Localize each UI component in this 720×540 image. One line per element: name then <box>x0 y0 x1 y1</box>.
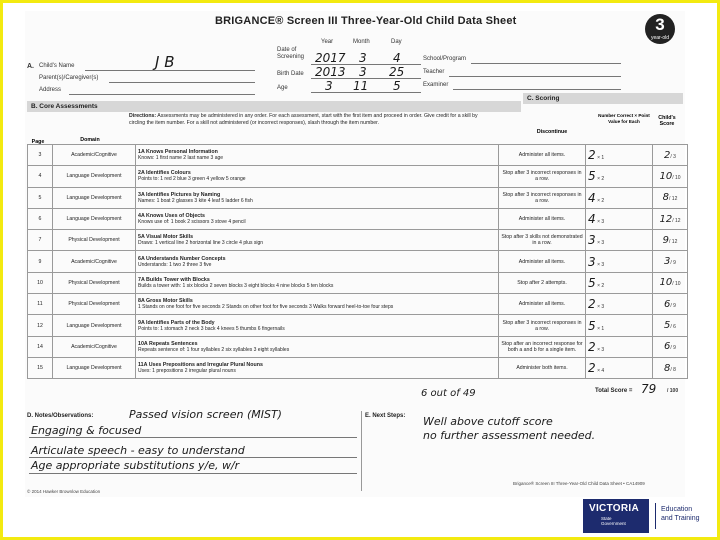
row-skill: 3A Identifies Pictures by Naming <box>138 191 221 198</box>
screening-month: 3 <box>359 51 367 65</box>
row-skill-cell <box>136 145 499 166</box>
row-skill-cell <box>136 208 499 229</box>
col-discontinue: Discontinue <box>536 129 568 135</box>
logo-name: VICTORIA <box>589 503 639 514</box>
row-correct: 3 <box>588 233 596 248</box>
row-page: 4 <box>28 166 53 187</box>
age-badge <box>645 14 675 44</box>
row-discontinue: Administer all items. <box>499 251 586 272</box>
address-line <box>69 94 255 95</box>
parent-line <box>109 82 255 83</box>
row-correct: 3 <box>588 254 596 269</box>
row-options: Repeats sentence of: 1 four syllables 2 six syllables 3 eight syllables <box>138 346 290 353</box>
directions-text: Assessments may be administered in any order. For each assessment, start with the first item and proceed in order. Give credit for a skill by circling the item number. For a skill not administered (or incorrect responses), slash through the item number. <box>129 113 478 126</box>
day-header: Day <box>391 39 402 45</box>
row-max: / 12 <box>669 196 678 203</box>
note-rule-2 <box>29 457 357 458</box>
row-page: 14 <box>28 336 53 357</box>
row-skill-cell <box>136 336 499 357</box>
row-discontinue: Administer all items. <box>499 208 586 229</box>
row-child-score <box>653 272 688 293</box>
table-row <box>28 272 688 293</box>
row-discontinue: Administer both items. <box>499 357 586 378</box>
row-child-score <box>653 166 688 187</box>
row-multiplier: × 2 <box>597 282 605 289</box>
table-row <box>28 208 688 229</box>
address-label: Address <box>39 87 62 93</box>
row-page: 3 <box>28 145 53 166</box>
table-row <box>28 166 688 187</box>
date-screening-label: Date of Screening <box>277 47 305 60</box>
row-options: Draws: 1 vertical line 2 horizontal line 3 circle 4 plus sign <box>138 240 264 247</box>
sheet-title: BRIGANCE® Screen III Three-Year-Old Child Data Sheet <box>215 15 517 27</box>
row-options: Knows: 1 first name 2 last name 3 age <box>138 155 224 162</box>
row-child-score <box>653 187 688 208</box>
notes-divider <box>361 411 362 491</box>
scoring-header: C. Scoring <box>523 93 683 104</box>
row-point-value <box>586 272 653 293</box>
screening-line <box>311 64 421 65</box>
row-page: 9 <box>28 251 53 272</box>
row-domain: Language Development <box>53 208 136 229</box>
row-discontinue: Stop after 3 skills not demonstrated in a row. <box>499 230 586 251</box>
row-correct: 2 <box>588 361 596 376</box>
row-page: 5 <box>28 187 53 208</box>
row-max: / 6 <box>670 324 676 331</box>
row-discontinue: Stop after 3 incorrect responses in a row. <box>499 166 586 187</box>
table-row <box>28 336 688 357</box>
birth-date-label: Birth Date <box>277 71 304 77</box>
row-multiplier: × 4 <box>597 368 605 375</box>
row-domain: Academic/Cognitive <box>53 336 136 357</box>
row-skill-cell <box>136 315 499 336</box>
logo-sub <box>601 516 626 526</box>
row-correct: 2 <box>588 148 596 163</box>
row-child-score <box>653 357 688 378</box>
row-max: / 12 <box>672 217 681 224</box>
birth-year: 2013 <box>315 65 346 79</box>
row-child-score <box>653 251 688 272</box>
row-max: / 3 <box>670 153 676 160</box>
row-point-value <box>586 315 653 336</box>
table-row <box>28 251 688 272</box>
row-skill: 4A Knows Uses of Objects <box>138 213 205 220</box>
row-score: 12 <box>659 213 673 225</box>
row-correct: 5 <box>588 275 596 290</box>
logo-dept2: and Training <box>661 515 700 522</box>
row-options: Uses: 1 prepositions 2 irregular plural nouns <box>138 368 236 375</box>
table-row <box>28 294 688 315</box>
row-options: Points to: 1 stomach 2 neck 3 back 4 knees 5 thumbs 6 fingernails <box>138 325 285 332</box>
victoria-education-logo <box>583 497 720 537</box>
row-skill: 8A Gross Motor Skills <box>138 298 193 305</box>
row-score: 2 <box>664 149 671 161</box>
row-point-value <box>586 357 653 378</box>
row-point-value <box>586 166 653 187</box>
row-skill-cell <box>136 187 499 208</box>
school-label: School/Program <box>423 56 467 62</box>
logo-sub2: Government <box>601 521 626 526</box>
birth-line <box>311 78 421 79</box>
examiner-line <box>453 89 621 90</box>
directions <box>129 113 489 127</box>
data-sheet <box>25 11 685 497</box>
table-row <box>28 315 688 336</box>
row-score: 8 <box>664 362 671 374</box>
teacher-label: Teacher <box>423 69 445 75</box>
row-page: 12 <box>28 315 53 336</box>
note-line-2: Engaging & focused <box>31 424 142 437</box>
row-multiplier: × 3 <box>597 240 605 247</box>
row-domain: Physical Development <box>53 272 136 293</box>
row-skill-cell <box>136 230 499 251</box>
row-max: / 8 <box>670 366 676 373</box>
total-score-value: 79 <box>641 382 657 396</box>
footer-copyright: © 2014 Hawker Brownlow Education <box>27 489 101 494</box>
col-child-score: Child's Score <box>658 115 676 127</box>
logo-sub1: State <box>601 516 612 521</box>
row-child-score <box>653 145 688 166</box>
birth-day: 25 <box>389 65 405 79</box>
row-skill-cell <box>136 294 499 315</box>
row-discontinue: Stop after 3 incorrect responses in a row. <box>499 315 586 336</box>
row-domain: Academic/Cognitive <box>53 251 136 272</box>
age-years: 3 <box>325 79 333 93</box>
row-multiplier: × 1 <box>597 155 605 162</box>
col-point-value: Number Correct × Point Value for Each <box>598 113 650 124</box>
row-discontinue: Stop after 2 attempts. <box>499 272 586 293</box>
row-child-score <box>653 208 688 229</box>
row-multiplier: × 1 <box>597 325 605 332</box>
row-discontinue: Administer all items. <box>499 294 586 315</box>
age-line <box>311 92 421 93</box>
row-domain: Language Development <box>53 315 136 336</box>
row-options: Knows use of: 1 book 2 scissors 3 stove 4 pencil <box>138 219 246 226</box>
col-page: Page <box>31 139 45 145</box>
row-multiplier: × 2 <box>597 176 605 183</box>
row-score: 10 <box>659 277 673 289</box>
note-rule-1 <box>29 437 357 438</box>
row-page: 11 <box>28 294 53 315</box>
row-multiplier: × 3 <box>597 346 605 353</box>
row-options: Builds a tower with: 1 six blocks 2 seven blocks 3 eight blocks 4 nine blocks 5 ten blocks <box>138 282 334 289</box>
row-skill: 6A Understands Number Concepts <box>138 255 226 262</box>
row-point-value <box>586 145 653 166</box>
row-skill: 5A Visual Motor Skills <box>138 234 194 241</box>
row-page: 7 <box>28 230 53 251</box>
table-row <box>28 357 688 378</box>
row-point-value <box>586 251 653 272</box>
row-options: Names: 1 boat 2 glasses 3 kite 4 leaf 5 ladder 6 fish <box>138 197 253 204</box>
row-correct: 4 <box>588 190 596 205</box>
badge-number: 3 <box>655 15 665 34</box>
row-multiplier: × 3 <box>597 219 605 226</box>
row-skill-cell <box>136 251 499 272</box>
row-domain: Language Development <box>53 166 136 187</box>
victoria-logo-block <box>583 499 649 533</box>
row-skill-cell <box>136 357 499 378</box>
row-score: 5 <box>664 320 671 332</box>
row-score: 6 <box>664 298 671 310</box>
table-row <box>28 230 688 251</box>
row-point-value <box>586 230 653 251</box>
row-score: 3 <box>664 256 671 268</box>
row-skill: 7A Builds Tower with Blocks <box>138 276 210 283</box>
notes-label: D. Notes/Observations: <box>27 413 94 419</box>
total-score-max: / 100 <box>667 388 679 394</box>
assessment-table <box>27 144 688 379</box>
row-max: / 10 <box>672 281 681 288</box>
section-a-label: A. <box>27 63 34 70</box>
row-max: / 9 <box>670 260 676 267</box>
badge-sub: year-old <box>650 35 670 41</box>
row-child-score <box>653 315 688 336</box>
row-correct: 2 <box>588 297 596 312</box>
note-line-1: Passed vision screen (MIST) <box>129 408 282 421</box>
child-name-value: J B <box>155 53 175 71</box>
logo-dept1: Education <box>661 506 693 513</box>
row-options: Points to: 1 red 2 blue 3 green 4 yellow 5 orange <box>138 176 246 183</box>
note-rule-3 <box>29 473 357 474</box>
row-max: / 12 <box>669 238 678 245</box>
year-header: Year <box>321 39 334 45</box>
row-score: 8 <box>662 192 670 204</box>
row-multiplier: × 2 <box>597 197 605 204</box>
screening-day: 4 <box>393 51 401 65</box>
row-point-value <box>586 336 653 357</box>
examiner-label: Examiner <box>423 82 449 88</box>
row-correct: 4 <box>588 212 596 227</box>
row-discontinue: Stop after 3 incorrect responses in a row. <box>499 187 586 208</box>
total-note: 6 out of 49 <box>421 388 476 399</box>
row-multiplier: × 3 <box>597 304 605 311</box>
age-label: Age <box>277 85 288 91</box>
row-child-score <box>653 230 688 251</box>
row-options: Understands: 1 two 2 three 3 five <box>138 261 212 268</box>
note-line-4: Age appropriate substitutions y/e, w/r <box>31 459 240 472</box>
row-multiplier: × 3 <box>597 261 605 268</box>
row-point-value <box>586 187 653 208</box>
parent-label: Parent(s)/Caregiver(s) <box>39 75 99 81</box>
row-skill-cell <box>136 166 499 187</box>
next-steps-label: E. Next Steps: <box>365 413 406 419</box>
row-domain: Academic/Cognitive <box>53 145 136 166</box>
row-correct: 5 <box>588 169 596 184</box>
note-line-3: Articulate speech - easy to understand <box>31 444 245 457</box>
table-row <box>28 145 688 166</box>
row-score: 10 <box>659 170 673 182</box>
logo-divider <box>655 503 656 529</box>
row-point-value <box>586 294 653 315</box>
total-score-label: Total Score = <box>595 388 633 394</box>
row-skill: 10A Repeats Sentences <box>138 340 198 347</box>
row-skill: 2A Identifies Colours <box>138 170 191 177</box>
age-months: 11 <box>353 79 369 93</box>
row-page: 15 <box>28 357 53 378</box>
row-skill: 9A Identifies Parts of the Body <box>138 319 215 326</box>
teacher-line <box>449 76 621 77</box>
row-discontinue: Administer all items. <box>499 145 586 166</box>
table-row <box>28 187 688 208</box>
row-correct: 5 <box>588 318 596 333</box>
logo-department <box>661 505 700 523</box>
row-skill: 1A Knows Personal Information <box>138 149 218 156</box>
school-line <box>471 63 621 64</box>
row-domain: Language Development <box>53 357 136 378</box>
row-point-value <box>586 208 653 229</box>
child-name-label: Child's Name <box>39 63 75 69</box>
row-max: / 9 <box>670 302 676 309</box>
next-line-1: Well above cutoff score <box>423 415 553 428</box>
row-child-score <box>653 294 688 315</box>
row-max: / 10 <box>672 174 681 181</box>
row-discontinue: Stop after an incorrect response for both a and b for a single item. <box>499 336 586 357</box>
row-page: 10 <box>28 272 53 293</box>
row-domain: Language Development <box>53 187 136 208</box>
month-header: Month <box>353 39 370 45</box>
row-score: 6 <box>664 341 671 353</box>
footer-sheet-id: Brigance® Screen III Three-Year-Old Child Data Sheet • CA14909 <box>513 481 645 486</box>
row-options: 1 Stands on one foot for five seconds 2 Stands on other foot for five seconds 3 Walks forward heel-to-toe four steps <box>138 304 394 311</box>
screening-year: 2017 <box>315 51 346 65</box>
col-domain: Domain <box>80 137 100 143</box>
row-domain: Physical Development <box>53 230 136 251</box>
row-page: 6 <box>28 208 53 229</box>
directions-bold: Directions: <box>129 113 157 119</box>
core-assessments-header: B. Core Assessments <box>27 101 521 112</box>
row-score: 9 <box>662 234 670 246</box>
row-child-score <box>653 336 688 357</box>
row-max: / 9 <box>670 345 676 352</box>
next-line-2: no further assessment needed. <box>423 429 596 442</box>
age-days: 5 <box>393 79 401 93</box>
birth-month: 3 <box>359 65 367 79</box>
row-skill-cell <box>136 272 499 293</box>
row-correct: 2 <box>588 339 596 354</box>
row-skill: 11A Uses Prepositions and Irregular Plural Nouns <box>138 362 263 369</box>
row-domain: Physical Development <box>53 294 136 315</box>
